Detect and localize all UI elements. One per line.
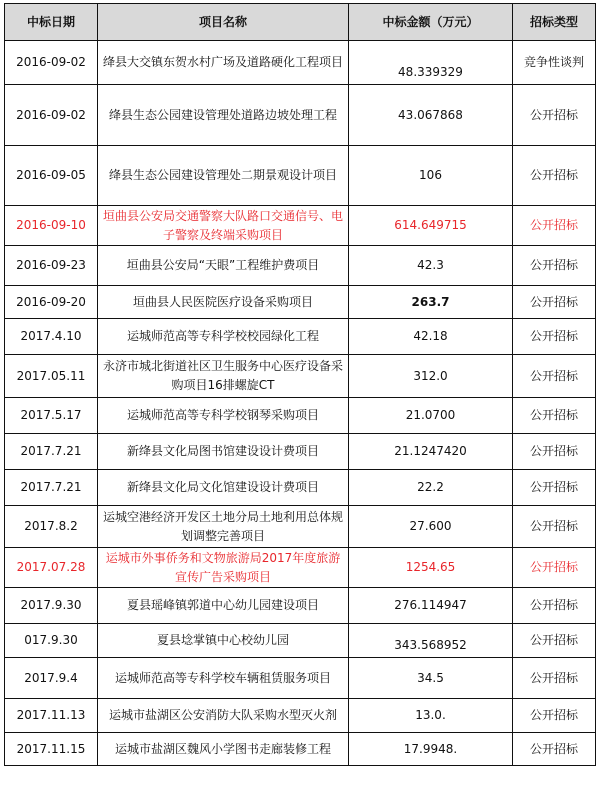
cell-amount: 43.067868 <box>349 85 513 146</box>
cell-bid-type: 公开招标 <box>513 658 596 699</box>
cell-bid-type: 公开招标 <box>513 733 596 766</box>
cell-bid-type: 竞争性谈判 <box>513 41 596 85</box>
bid-results-table <box>4 3 596 766</box>
cell-date: 2017.8.2 <box>5 506 98 548</box>
table-header-row <box>5 4 596 41</box>
cell-bid-type: 公开招标 <box>513 146 596 206</box>
cell-project-name: 永济市城北街道社区卫生服务中心医疗设备采购项目16排螺旋CT <box>98 355 349 398</box>
cell-amount: 27.600 <box>349 506 513 548</box>
cell-amount: 106 <box>349 146 513 206</box>
cell-date: 2016-09-23 <box>5 246 98 286</box>
cell-date: 2016-09-05 <box>5 146 98 206</box>
header-amount: 中标金额（万元） <box>349 4 513 41</box>
cell-amount: 22.2 <box>349 470 513 506</box>
cell-project-name: 运城空港经济开发区土地分局土地利用总体规划调整完善项目 <box>98 506 349 548</box>
table-row <box>5 41 596 85</box>
table-row <box>5 355 596 398</box>
cell-amount: 1254.65 <box>349 548 513 588</box>
cell-bid-type: 公开招标 <box>513 206 596 246</box>
cell-project-name: 运城师范高等专科学校车辆租赁服务项目 <box>98 658 349 699</box>
cell-project-name: 垣曲县公安局交通警察大队路口交通信号、电子警察及终端采购项目 <box>98 206 349 246</box>
cell-project-name: 运城市外事侨务和文物旅游局2017年度旅游宣传广告采购项目 <box>98 548 349 588</box>
table-row <box>5 206 596 246</box>
cell-date: 2016-09-02 <box>5 85 98 146</box>
cell-project-name: 夏县埝掌镇中心校幼儿园 <box>98 624 349 658</box>
cell-project-name: 运城市盐湖区公安消防大队采购水型灭火剂 <box>98 699 349 733</box>
table-row <box>5 733 596 766</box>
cell-project-name: 运城师范高等专科学校校园绿化工程 <box>98 319 349 355</box>
cell-amount: 17.9948. <box>349 733 513 766</box>
cell-date: 2017.05.11 <box>5 355 98 398</box>
header-date: 中标日期 <box>5 4 98 41</box>
cell-amount: 614.649715 <box>349 206 513 246</box>
cell-bid-type: 公开招标 <box>513 434 596 470</box>
cell-project-name: 绛县大交镇东贺水村广场及道路硬化工程项目 <box>98 41 349 85</box>
cell-project-name: 垣曲县人民医院医疗设备采购项目 <box>98 286 349 319</box>
cell-project-name: 运城师范高等专科学校钢琴采购项目 <box>98 398 349 434</box>
cell-bid-type: 公开招标 <box>513 355 596 398</box>
cell-project-name: 绛县生态公园建设管理处道路边坡处理工程 <box>98 85 349 146</box>
cell-date: 2017.5.17 <box>5 398 98 434</box>
cell-bid-type: 公开招标 <box>513 506 596 548</box>
cell-project-name: 垣曲县公安局“天眼”工程维护费项目 <box>98 246 349 286</box>
cell-bid-type: 公开招标 <box>513 398 596 434</box>
cell-bid-type: 公开招标 <box>513 319 596 355</box>
cell-amount: 48.339329 <box>349 41 513 85</box>
table-row <box>5 319 596 355</box>
cell-project-name: 夏县瑶峰镇郭道中心幼儿园建设项目 <box>98 588 349 624</box>
cell-bid-type: 公开招标 <box>513 246 596 286</box>
cell-amount: 34.5 <box>349 658 513 699</box>
table-row <box>5 434 596 470</box>
cell-project-name: 新绛县文化局图书馆建设设计费项目 <box>98 434 349 470</box>
cell-date: 2017.7.21 <box>5 434 98 470</box>
cell-date: 2016-09-10 <box>5 206 98 246</box>
table-row <box>5 588 596 624</box>
cell-project-name: 新绛县文化局文化馆建设设计费项目 <box>98 470 349 506</box>
cell-date: 2016-09-20 <box>5 286 98 319</box>
bid-table-wrapper <box>4 3 596 766</box>
cell-date: 2017.11.13 <box>5 699 98 733</box>
table-row <box>5 146 596 206</box>
table-row <box>5 286 596 319</box>
cell-amount: 276.114947 <box>349 588 513 624</box>
table-row <box>5 506 596 548</box>
cell-bid-type: 公开招标 <box>513 85 596 146</box>
cell-amount: 21.0700 <box>349 398 513 434</box>
table-row <box>5 658 596 699</box>
table-row <box>5 548 596 588</box>
table-row <box>5 85 596 146</box>
cell-date: 2017.11.15 <box>5 733 98 766</box>
table-row <box>5 246 596 286</box>
header-project-name: 项目名称 <box>98 4 349 41</box>
cell-date: 017.9.30 <box>5 624 98 658</box>
table-row <box>5 624 596 658</box>
cell-date: 2017.9.4 <box>5 658 98 699</box>
cell-date: 2016-09-02 <box>5 41 98 85</box>
cell-amount: 263.7 <box>349 286 513 319</box>
table-row <box>5 699 596 733</box>
cell-date: 2017.07.28 <box>5 548 98 588</box>
cell-date: 2017.7.21 <box>5 470 98 506</box>
cell-date: 2017.4.10 <box>5 319 98 355</box>
cell-bid-type: 公开招标 <box>513 588 596 624</box>
cell-amount: 42.18 <box>349 319 513 355</box>
table-row <box>5 470 596 506</box>
cell-bid-type: 公开招标 <box>513 470 596 506</box>
cell-date: 2017.9.30 <box>5 588 98 624</box>
cell-amount: 13.0. <box>349 699 513 733</box>
cell-amount: 312.0 <box>349 355 513 398</box>
cell-amount: 21.1247420 <box>349 434 513 470</box>
cell-bid-type: 公开招标 <box>513 286 596 319</box>
cell-bid-type: 公开招标 <box>513 699 596 733</box>
cell-amount: 343.568952 <box>349 624 513 658</box>
header-bid-type: 招标类型 <box>513 4 596 41</box>
table-row <box>5 398 596 434</box>
cell-project-name: 绛县生态公园建设管理处二期景观设计项目 <box>98 146 349 206</box>
cell-project-name: 运城市盐湖区魏风小学图书走廊装修工程 <box>98 733 349 766</box>
cell-amount: 42.3 <box>349 246 513 286</box>
cell-bid-type: 公开招标 <box>513 624 596 658</box>
cell-bid-type: 公开招标 <box>513 548 596 588</box>
